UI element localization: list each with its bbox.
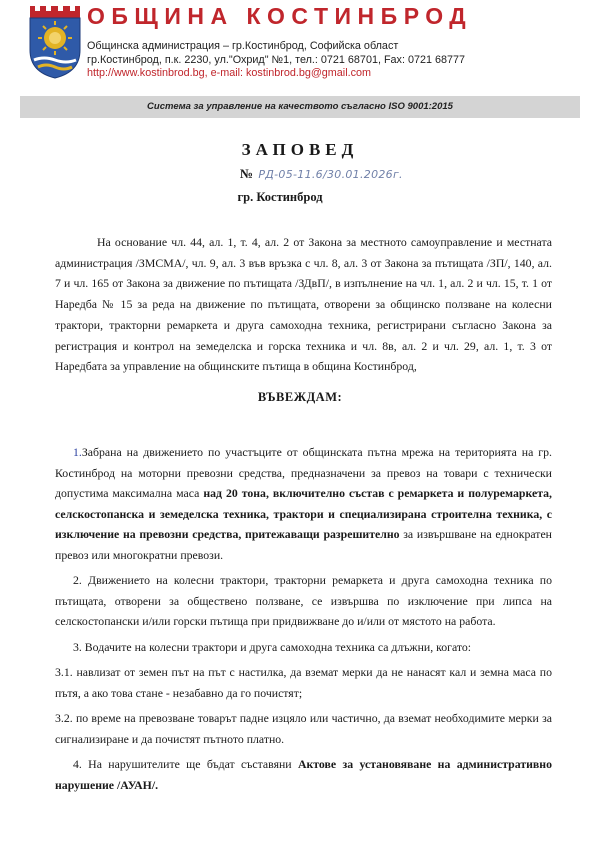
order-item-4 (55, 754, 552, 795)
order-heading: ВЪВЕЖДАМ: (257, 390, 343, 404)
contact-line-web[interactable]: http://www.kostinbrod.bg, e-mail: kostinbrod.bg@gmail.com (87, 67, 372, 79)
order-item-1 (55, 442, 552, 565)
contact-line-address: гр.Костинброд, п.к. 2230, ул."Охрид" №1, тел.: 0721 68701, Fax: 0721 68777 (87, 53, 465, 66)
order-item-3-1: 3.1. навлизат от земен път на път с настилка, да вземат мерки да не нанасят кал и земна маса по пътя, а ако това стане - незабавно да го почистят; (55, 665, 552, 700)
order-item-3-2: 3.2. по време на превозване товарът падне изцяло или частично, да вземат необходимите мерки за сигнализиране и да почистят пътното платно. (55, 711, 552, 746)
order-item-2: 2. Движението на колесни трактори, тракторни ремаркета и друга самоходна техника по пътищата, отворени за обществено ползване, се извършва по изключение при липса на селскостопански и/или горски пътища при придвижване до и/или от мястото на работа. (55, 573, 552, 628)
item-1-number: 1. (73, 445, 82, 459)
coat-of-arms-icon (26, 4, 84, 80)
item-1-bold: над 20 тона, включително състав с ремаркета и полуремаркета, селскостопанска и земеделска техника, трактори и специализирана строителна техника, с изключение на превозни средства, притежаващи разрешително (55, 486, 552, 541)
item-1-text-b: за извършване на еднократен превоз или многократни превози. (55, 527, 552, 562)
item-4-text: 4. На нарушителите ще бъдат съставяни (73, 757, 298, 771)
preamble-paragraph: На основание чл. 44, ал. 1, т. 4, ал. 2 от Закона за местното самоуправление и местната администрация /ЗМСМА/, чл. 9, ал. 3 във връзка с чл. 8, ал. 3 от Закона за пътищата /ЗП/, 140, ал. 7 и чл. 165 от Закона за движение по пътищата /ЗДвП/, в изпълнение на чл. 1, ал. 2 и чл. 15, т. 1 от Наредба № 15 за реда на движение по пътищата, отворени за общинско ползване на колесни трактори, тракторни ремаркета и друга самоходна техника, регистрирани съгласно Закона за регистрация и контрол на земеделска и горска техника и чл. 8в, ал. 2 и чл. 29, ал. 1, т. 3 от Наредбата за управление на общинските пътища в община Костинброд, (55, 235, 552, 374)
contact-line-admin: Общинска администрация – гр.Костинброд, Софийска област (87, 40, 399, 52)
order-item-3: 3. Водачите на колесни трактори и друга самоходна техника са длъжни, когато: (73, 639, 472, 654)
order-body (55, 442, 552, 800)
document-city: гр. Костинброд (237, 190, 323, 204)
iso-banner: Система за управление на качеството съгласно ISO 9001:2015 (20, 96, 580, 118)
item-4-bold: Актове за установяване на административно нарушение /АУАН/. (55, 757, 552, 792)
item-1-text-a: Забрана на движението по участъците от общинската пътна мрежа на територията на гр. Костинброд на моторни превозни средства, предназначени за превоз на товари с технически допустима максимална маса (55, 445, 552, 500)
document-title: ЗАПОВЕД (241, 140, 359, 159)
org-title: ОБЩИНА КОСТИНБРОД (87, 3, 473, 29)
document-number (240, 166, 403, 182)
contact-block (87, 40, 465, 81)
handwritten-number: РД-05-11.6/30.01.2026г. (258, 168, 403, 181)
number-prefix: № (240, 166, 254, 181)
